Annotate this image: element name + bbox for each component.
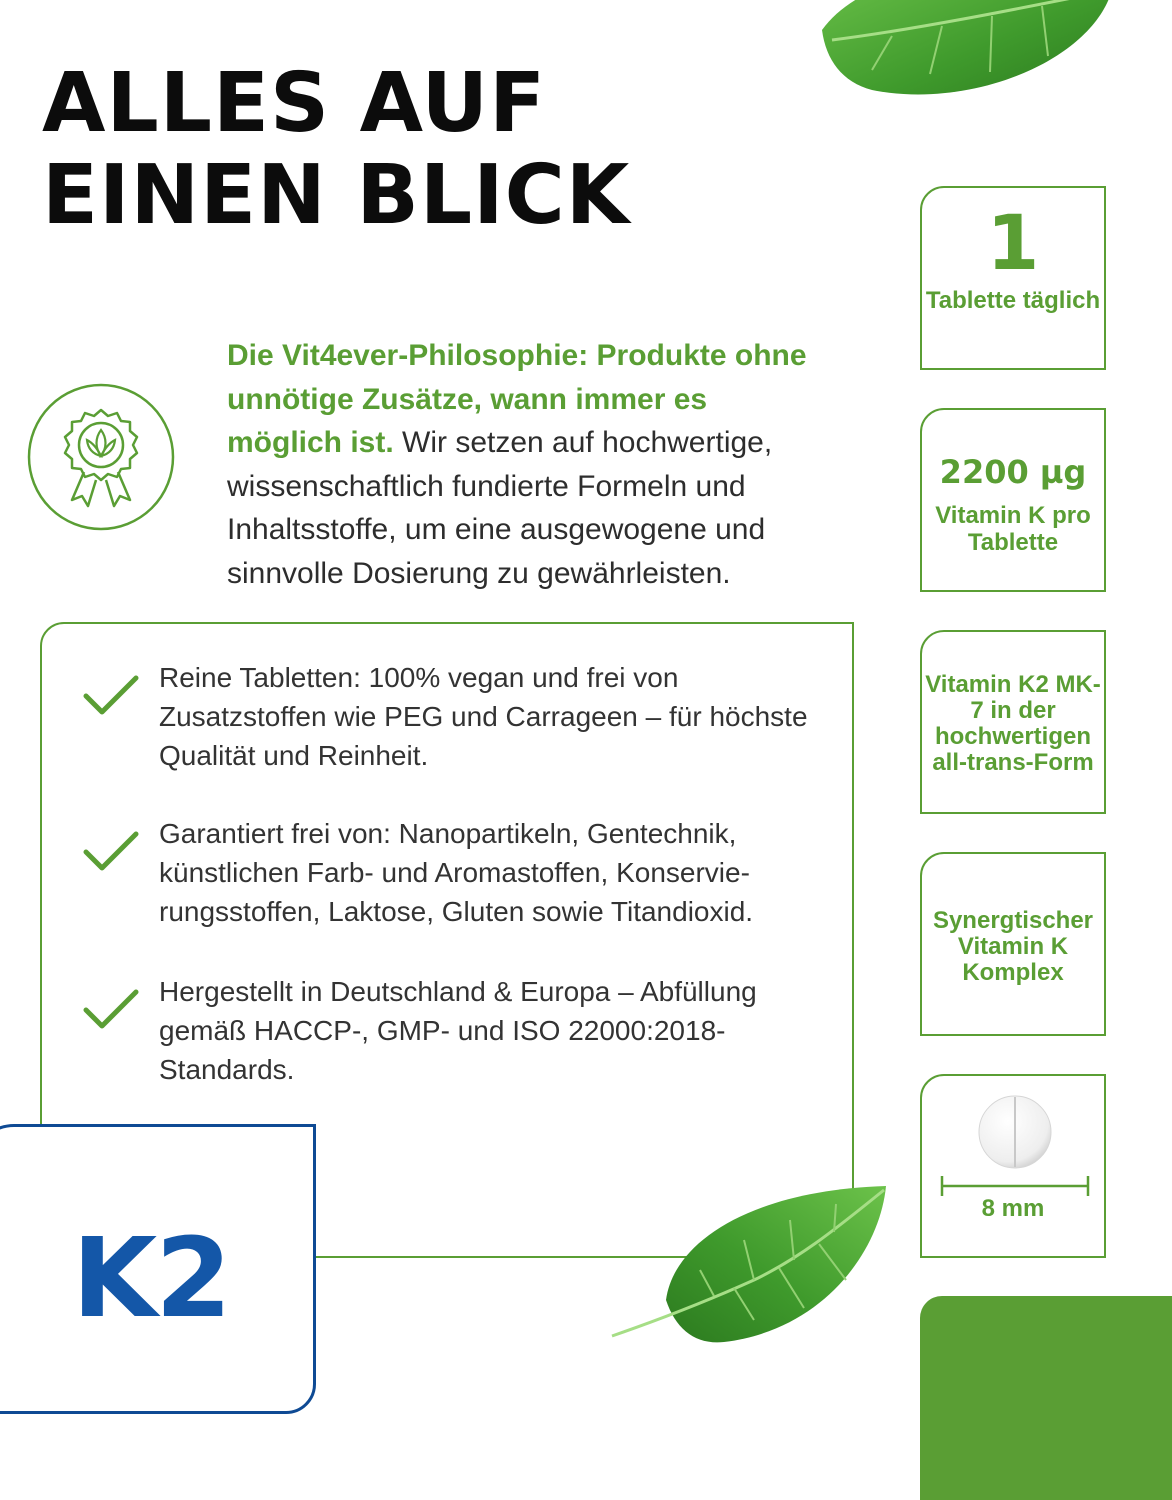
card-daily-dose [920,186,1106,370]
card-tablet-size [920,1074,1106,1258]
leaf-image-bottom [604,1180,896,1350]
card-form-label: Vitamin K2 MK-7 in der hochwertigen all-trans-Form [925,671,1101,776]
feature-text: Hergestellt in Deutschland & Europa – Abfüllung gemäß HACCP-, GMP- und ISO 22000:2018-Standards. [159,976,757,1085]
card-amount [920,408,1106,592]
page-title [42,58,630,242]
title-line-1: ALLES AUF [42,56,547,151]
card-complex [920,852,1106,1036]
philosophy-text [227,334,827,596]
title-line-2: EINEN BLICK [42,148,631,243]
card-form [920,630,1106,814]
card-dose-value: 1 [986,198,1040,287]
checkmark-icon [82,986,140,1032]
card-complex-label: Synergtischer Vitamin K Komplex [932,907,1094,986]
card-dose-label: Tablette täglich [925,287,1101,314]
leaf-image-top [812,0,1122,110]
feature-text: Reine Tabletten: 100% vegan und frei von Zusatzstoffen wie PEG und Carrageen – für höchste Qualität und Reinheit. [159,662,808,771]
green-accent-block [920,1296,1172,1500]
card-amount-label: Vitamin K pro Tablette [935,502,1091,556]
card-amount-value: 2200 µg [939,453,1087,491]
tablet-icon [977,1094,1053,1170]
checkmark-icon [82,672,140,718]
k2-label: K2 [72,1214,230,1342]
philosophy-body: Wir setzen auf hochwertige, wissenschaftlich fundierte Formeln und Inhaltsstoffe, um eine ausgewogene und sinnvolle Dosierung zu gewährleisten. [227,426,773,590]
card-size-label: 8 mm [981,1195,1045,1222]
quality-badge-icon [26,382,176,532]
feature-text: Garantiert frei von: Nanopartikeln, Gentechnik, künstlichen Farb- und Aromastoffen, Konservie-rungsstoffen, Laktose, Gluten sowie Titandioxid. [159,818,754,927]
philosophy-highlight: Die Vit4ever-Philosophie: Produkte ohne unnötige Zusätze, wann immer es möglich ist. [227,339,807,460]
checkmark-icon [82,828,140,874]
